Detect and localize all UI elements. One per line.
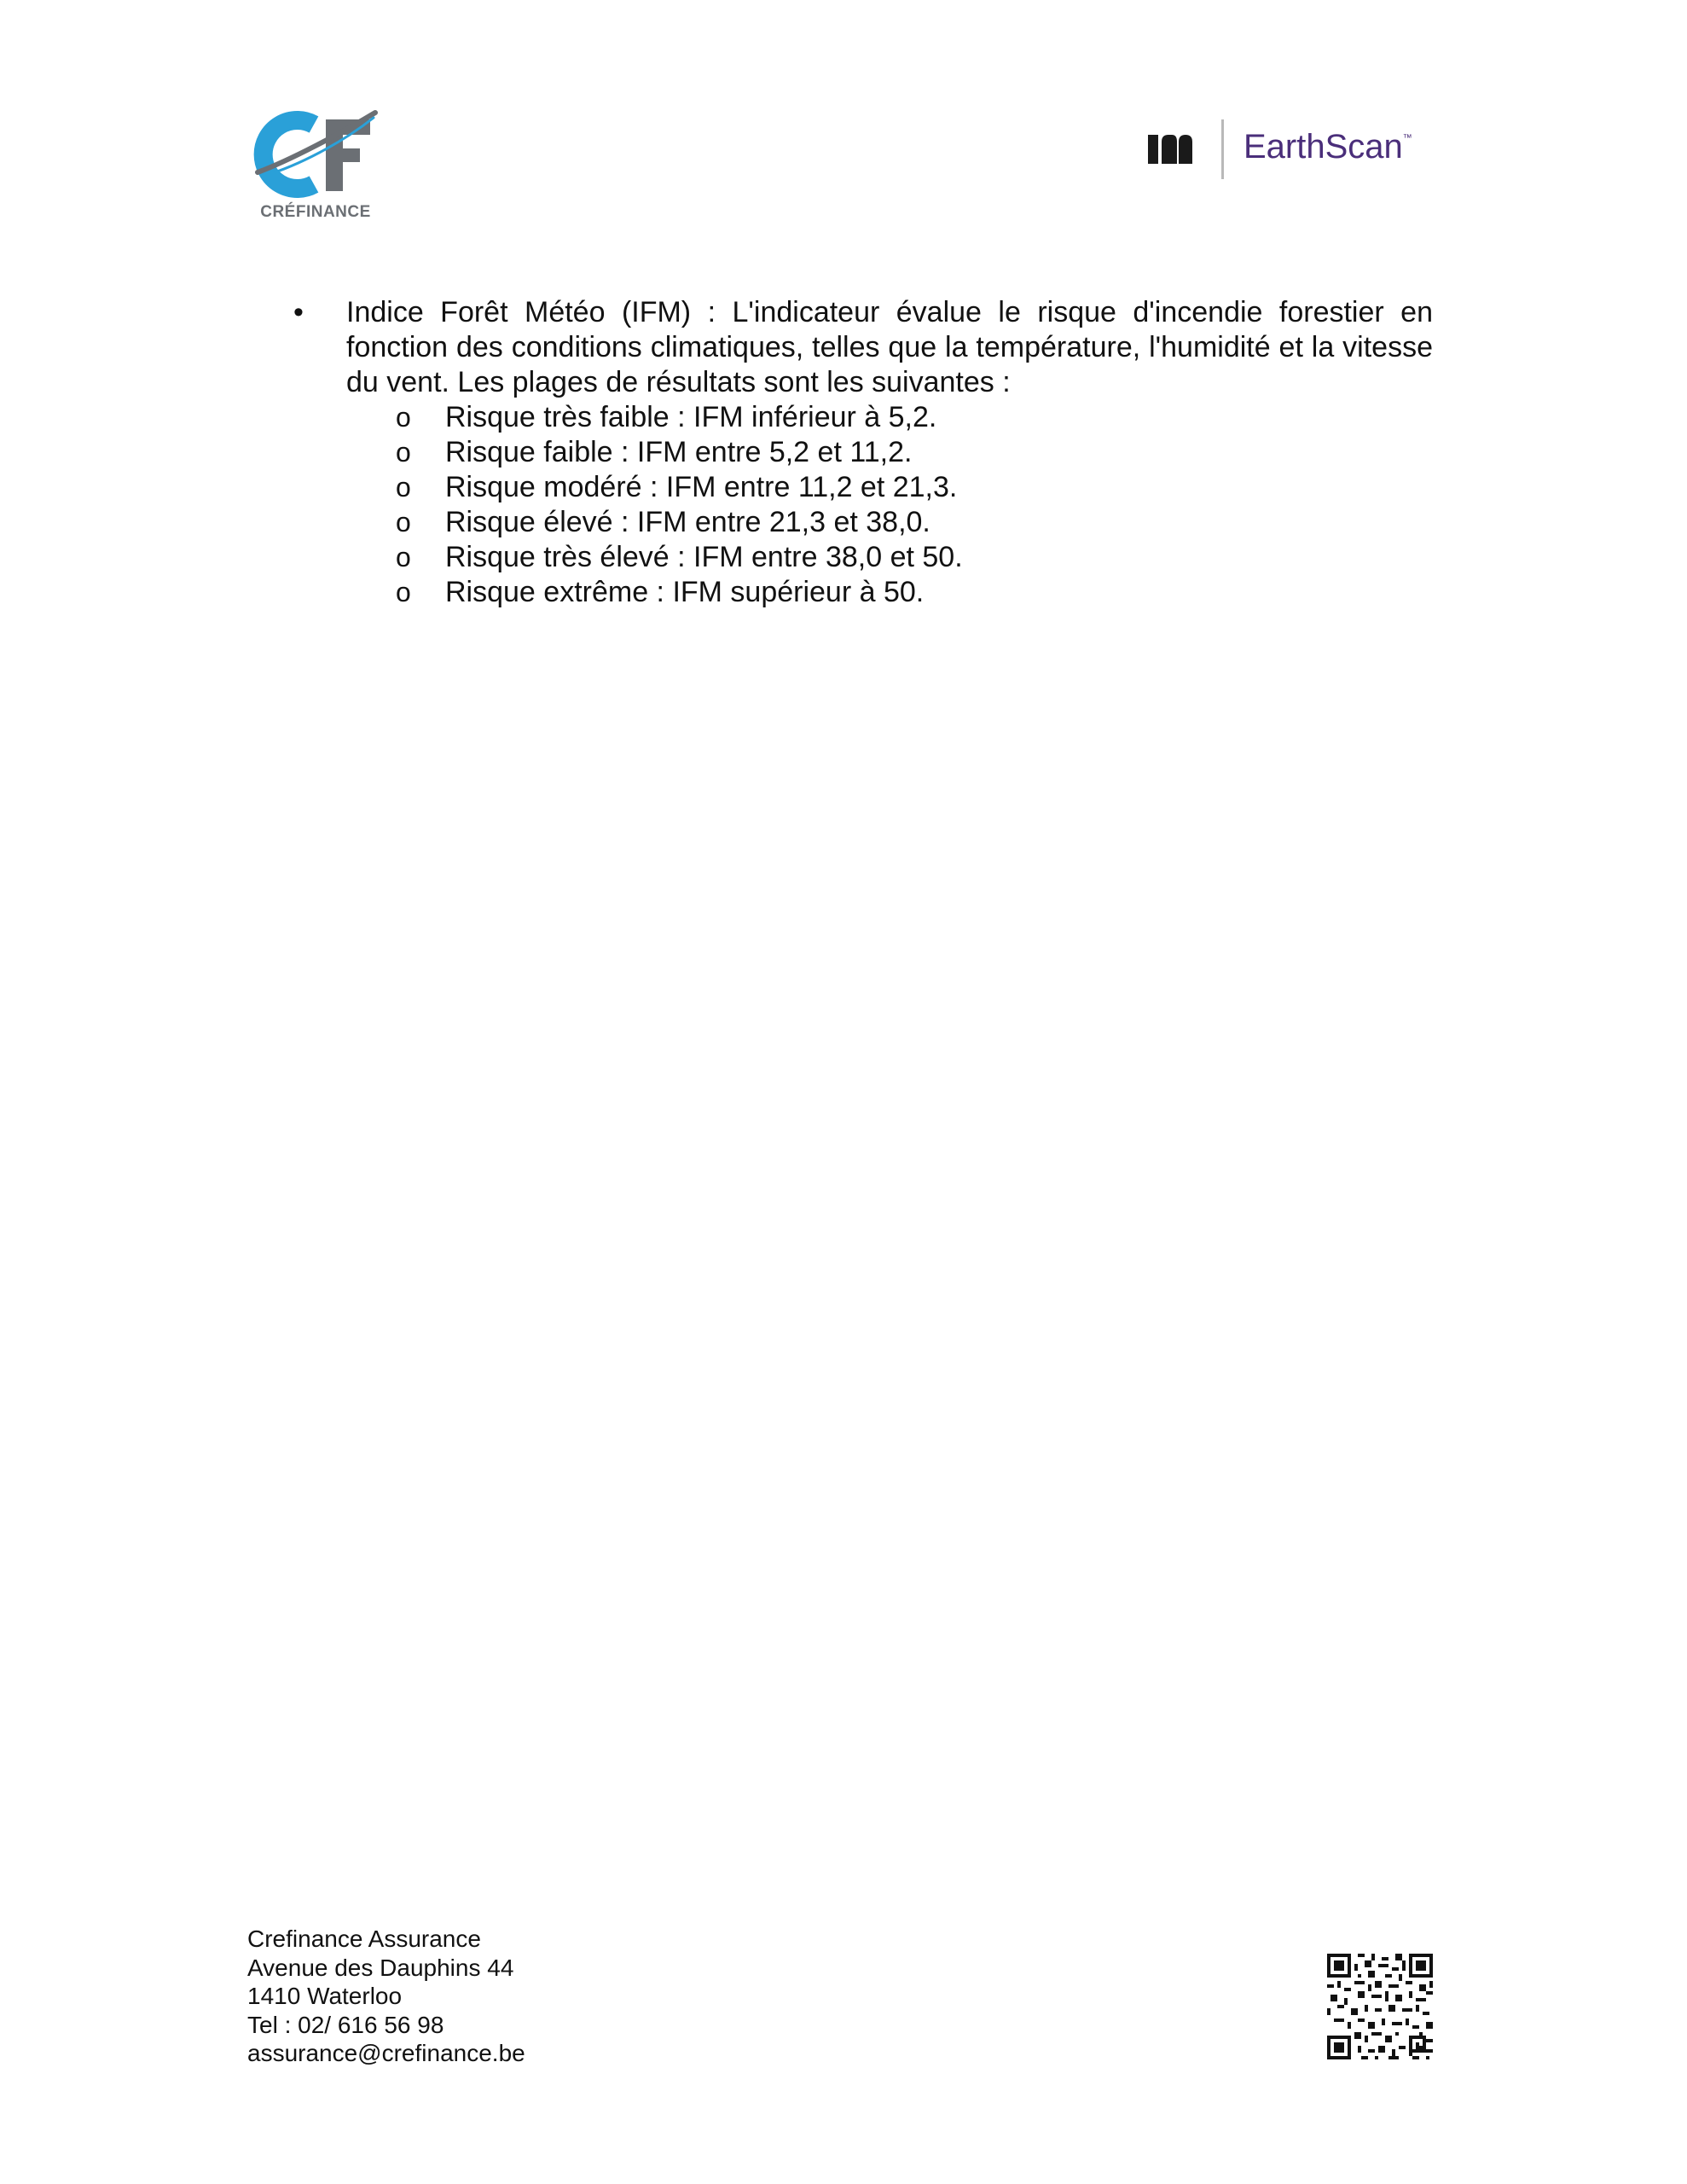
footer-phone: Tel : 02/ 616 56 98 <box>247 2011 444 2038</box>
circle-bullet-icon: o <box>396 402 411 433</box>
bullet-dot-icon: • <box>293 296 304 328</box>
circle-bullet-icon: o <box>396 507 411 537</box>
bullet-item-ifm <box>290 295 1433 400</box>
crefinance-logo-icon <box>247 106 392 225</box>
earthscan-wordmark <box>1244 128 1412 166</box>
main-content <box>290 295 1433 610</box>
footer-email: assurance@crefinance.be <box>247 2040 525 2066</box>
bullet-text: Indice Forêt Météo (IFM) : L'indicateur évalue le risque d'incendie forestier en fonction des conditions climatiques, telles que la température, l'humidité et la vitesse du vent. Les plages de résultats sont les suivantes : <box>346 296 1433 398</box>
list-item-text: Risque élevé : IFM entre 21,3 et 38,0. <box>445 506 930 538</box>
list-item-text: Risque faible : IFM entre 5,2 et 11,2. <box>445 436 913 468</box>
crefinance-wordmark: CRÉFINANCE <box>260 203 371 221</box>
list-item <box>346 505 1433 540</box>
circle-bullet-icon: o <box>396 437 411 468</box>
list-item <box>346 400 1433 435</box>
list-item <box>346 575 1433 610</box>
footer-address <box>247 1925 525 2068</box>
list-item <box>346 435 1433 470</box>
list-item <box>346 540 1433 575</box>
list-item-text: Risque très faible : IFM inférieur à 5,2. <box>445 401 937 433</box>
footer-city: 1410 Waterloo <box>247 1983 403 2009</box>
risk-range-list <box>346 400 1433 610</box>
qr-code-icon <box>1327 1954 1433 2059</box>
footer-company: Crefinance Assurance <box>247 1926 481 1952</box>
earthscan-tm: ™ <box>1402 133 1412 143</box>
earthscan-wordmark-text: EarthScan <box>1244 128 1403 166</box>
list-item <box>346 470 1433 505</box>
footer-street: Avenue des Dauphins 44 <box>247 1954 514 1981</box>
earthscan-logo <box>1148 119 1421 179</box>
list-item-text: Risque extrême : IFM supérieur à 50. <box>445 576 925 608</box>
circle-bullet-icon: o <box>396 577 411 607</box>
circle-bullet-icon: o <box>396 542 411 572</box>
earthscan-divider <box>1221 119 1224 179</box>
list-item-text: Risque très élevé : IFM entre 38,0 et 50. <box>445 541 963 573</box>
earthscan-mark-icon <box>1148 131 1192 166</box>
circle-bullet-icon: o <box>396 472 411 502</box>
list-item-text: Risque modéré : IFM entre 11,2 et 21,3. <box>445 471 958 503</box>
